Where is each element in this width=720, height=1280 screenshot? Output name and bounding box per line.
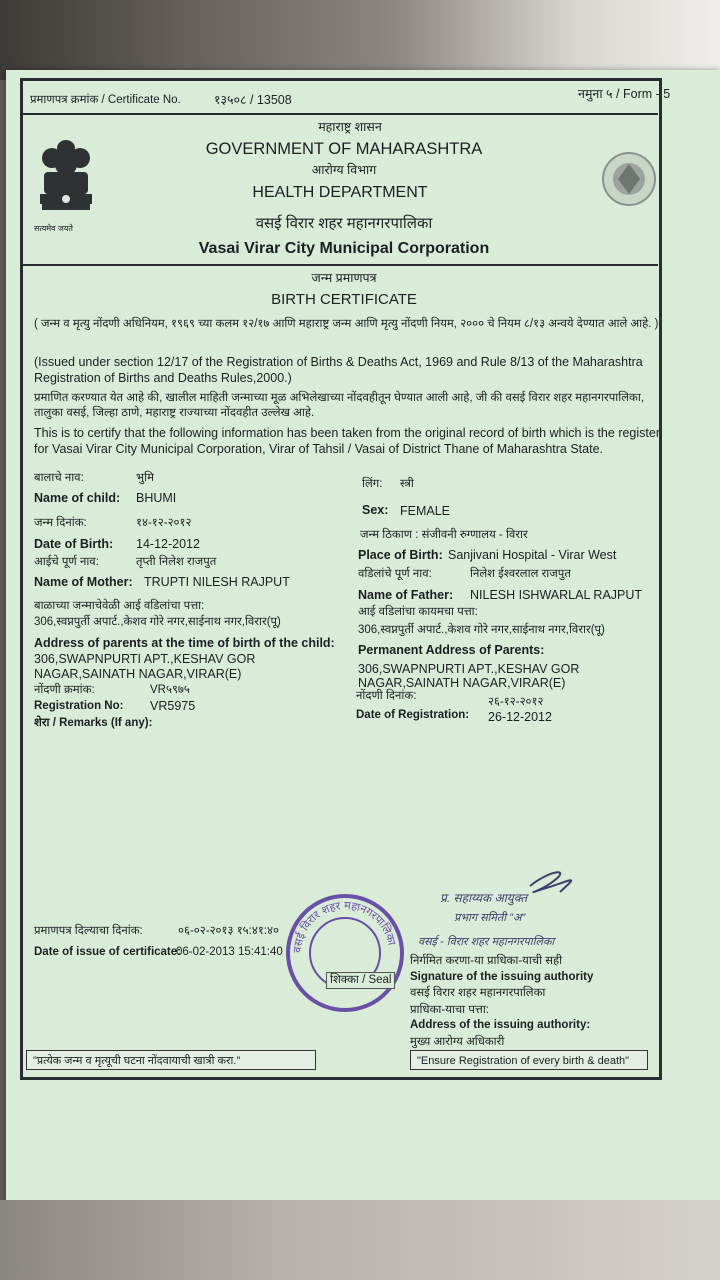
issue-date-label-mr: प्रमाणपत्र दिल्याचा दिनांक: (34, 925, 143, 937)
birth-address-label: Address of parents at the time of birth of the child: (34, 636, 335, 650)
footer-banner-marathi: "प्रत्येक जन्म व मृत्यूची घटना नोंदवायाची खात्री करा." (26, 1050, 316, 1070)
form-number: नमुना ५ / Form - 5 (578, 87, 671, 101)
father-name-label: Name of Father: (358, 588, 454, 602)
government-marathi: महाराष्ट्र शासन (318, 120, 382, 134)
act-text-marathi: ( जन्म व मृत्यु नोंदणी अधिनियम, १९६९ च्या कलम १२/१७ आणि महाराष्ट्र जन्म आणि मृत्यु नोंदणी नियम, २००० चे नियम ८/१३ अन्वये देण्यात आले आहे. ) (34, 318, 659, 330)
certificate-number-label: प्रमाणपत्र क्रमांक / Certificate No. (30, 94, 181, 106)
mother-name-value-mr: तृप्ती निलेश राजपुत (136, 556, 217, 568)
birth-address-line-1: 306,SWAPNPURTI APT.,KESHAV GOR (34, 652, 256, 666)
child-name-label-mr: बालाचे नाव: (34, 472, 84, 484)
government-english: GOVERNMENT OF MAHARASHTRA (205, 140, 483, 158)
seal-label: शिक्का / Seal (326, 972, 395, 989)
certificate-number-value: १३५०८ / 13508 (214, 93, 292, 107)
handwritten-designation-2: प्रभाग समिती "अ" (454, 912, 526, 924)
sex-label-mr: लिंग: (362, 478, 383, 490)
issuing-corporation-mr: वसई विरार शहर महानगरपालिका (410, 987, 546, 999)
permanent-address-line-1: 306,SWAPNPURTI APT.,KESHAV GOR (358, 662, 580, 676)
sex-value-mr: स्त्री (400, 478, 414, 490)
authority-divider (22, 264, 658, 266)
header-divider (22, 113, 658, 115)
department-marathi: आरोग्य विभाग (311, 163, 377, 177)
birth-address-line-2: NAGAR,SAINATH NAGAR,VIRAR(E) (34, 667, 242, 681)
remarks-label: शेरा / Remarks (If any): (34, 717, 153, 729)
mother-name-label: Name of Mother: (34, 575, 133, 589)
birth-address-label-mr: बाळाच्या जन्माचेवेळी आई वडिलांचा पत्ता: (34, 600, 205, 612)
registration-no-value: VR5975 (150, 699, 196, 713)
mother-name-value: TRUPTI NILESH RAJPUT (144, 575, 290, 589)
background-bottom (0, 1200, 720, 1280)
signature-label-mr: निर्गमित करणा-या प्राधिका-याची सही (410, 955, 563, 967)
signature-label: Signature of the issuing authority (410, 971, 594, 983)
registration-no-value-mr: VR५९७५ (150, 684, 190, 696)
sex-label: Sex: (362, 503, 389, 517)
child-name-value-mr: भुमि (136, 472, 154, 484)
certify-text-english: This is to certify that the following information has been taken from the original record of birth which is the register for Vasai Virar City Municipal Corporation, Virar of Tahsil / Vasai of District Thane of Maharashtra State. (34, 426, 660, 456)
background-top (0, 0, 720, 80)
registration-no-label: Registration No: (34, 700, 124, 712)
place-of-birth-label: Place of Birth: (358, 548, 443, 562)
issue-date-value: 06-02-2013 15:41:40 (176, 946, 283, 958)
mother-name-label-mr: आईचे पूर्ण नाव: (34, 556, 99, 568)
handwritten-designation-1: प्र. सहाय्यक आयुक्त (440, 891, 528, 905)
footer-banner-english: "Ensure Registration of every birth & death" (410, 1050, 648, 1070)
dob-value-mr: १४-१२-२०१२ (136, 517, 192, 529)
registration-date-value: 26-12-2012 (488, 710, 552, 724)
registration-date-value-mr: २६-१२-२०१२ (488, 696, 544, 708)
certify-text-marathi: प्रमाणित करण्यात येत आहे की, खालील माहिती जन्माच्या मूळ अभिलेखाच्या नोंदवहीतून घेण्यात आली आहे, जी की वसई विरार शहर महानगरपालिका, तालुका वसई, जिल्हा ठाणे, महाराष्ट्र राज्याच्या नोंदवहीत उल्लेख आहे. (34, 392, 645, 419)
issuing-address-label: Address of the issuing authority: (410, 1019, 591, 1031)
dob-label-mr: जन्म दिनांक: (34, 517, 87, 529)
corporation-english: Vasai Virar City Municipal Corporation (198, 240, 490, 257)
issuing-address-label-mr: प्राधिका-याचा पत्ता: (410, 1004, 489, 1016)
corporation-marathi: वसई विरार शहर महानगरपालिका (255, 215, 433, 232)
stamp-text: वसई विरार शहर महानगरपालिका (290, 898, 399, 954)
registration-date-label: Date of Registration: (356, 709, 470, 721)
child-name-value: BHUMI (136, 491, 177, 505)
act-text-english: (Issued under section 12/17 of the Registration of Births & Deaths Act, 1969 and Rule 8/13 of the Maharashtra Registration of Births and Deaths Rules,2000.) (34, 355, 643, 385)
dob-label: Date of Birth: (34, 537, 114, 551)
place-of-birth-mr: जन्म ठिकाण : संजीवनी रुग्णालय - विरार (360, 529, 528, 541)
issue-date-value-mr: ०६-०२-२०१३ १५:४१:४० (178, 925, 279, 937)
department-english: HEALTH DEPARTMENT (252, 184, 428, 201)
birth-address-value-mr: 306,स्वप्नपुर्ती अपार्ट.,केशव गोरे नगर,साईनाथ नगर,विरार(पू) (34, 616, 281, 628)
permanent-address-label: Permanent Address of Parents: (358, 643, 545, 657)
father-name-value: NILESH ISHWARLAL RAJPUT (470, 588, 643, 602)
sex-value: FEMALE (400, 504, 451, 518)
official-seal-stamp (284, 892, 406, 1014)
title-marathi: जन्म प्रमाणपत्र (311, 271, 377, 285)
handwritten-designation-3: वसई - विरार शहर महानगरपालिका (418, 936, 555, 948)
registration-date-label-mr: नोंदणी दिनांक: (356, 690, 417, 702)
registration-no-label-mr: नोंदणी क्रमांक: (34, 684, 95, 696)
dob-value: 14-12-2012 (136, 537, 200, 551)
father-name-label-mr: वडिलांचे पूर्ण नाव: (358, 568, 432, 580)
issue-date-label: Date of issue of certificate: (34, 946, 181, 958)
permanent-address-value-mr: 306,स्वप्नपुर्ती अपार्ट.,केशव गोरे नगर,साईनाथ नगर,विरार(पू) (358, 624, 605, 636)
father-name-value-mr: निलेश ईश्वरलाल राजपुत (470, 568, 571, 580)
permanent-address-line-2: NAGAR,SAINATH NAGAR,VIRAR(E) (358, 676, 566, 690)
permanent-address-label-mr: आई वडिलांचा कायमचा पत्ता: (358, 606, 478, 618)
svg-text:वसई विरार शहर महानगरपालिका (291, 899, 399, 953)
title-english: BIRTH CERTIFICATE (271, 291, 417, 308)
child-name-label: Name of child: (34, 491, 121, 505)
emblem-motto: सत्यमेव जयते (34, 224, 73, 233)
place-of-birth-value: Sanjivani Hospital - Virar West (448, 548, 617, 562)
issuing-officer-mr: मुख्य आरोग्य अधिकारी (410, 1036, 505, 1048)
